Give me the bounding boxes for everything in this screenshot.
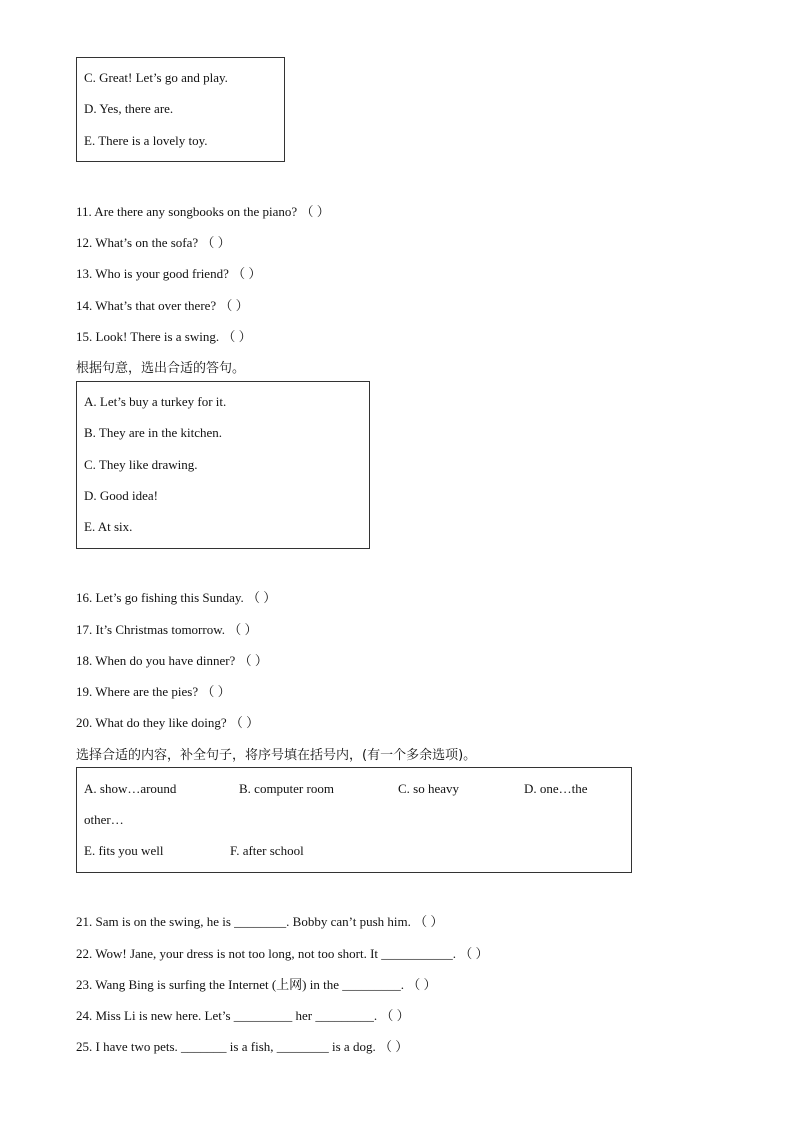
option-e-3: E. fits you well	[84, 843, 164, 858]
option-c-3: C. so heavy	[398, 781, 460, 796]
option-d-3: D. one…the	[524, 781, 588, 796]
option-c-2: C. They like drawing.	[84, 457, 198, 472]
question-23: 23. Wang Bing is surfing the Internet (上网) in the _________. （ ）	[76, 977, 437, 992]
question-20: 20. What do they like doing? （ ）	[76, 715, 260, 730]
question-13: 13. Who is your good friend? （ ）	[76, 266, 262, 281]
option-e-2: E. At six.	[84, 519, 133, 534]
question-11: 11. Are there any songbooks on the piano? （ ）	[76, 204, 330, 219]
question-14: 14. What’s that over there? （ ）	[76, 298, 249, 313]
question-25: 25. I have two pets. _______ is a fish, ________ is a dog. （ ）	[76, 1039, 409, 1054]
option-a-2: A. Let’s buy a turkey for it.	[84, 394, 227, 409]
question-24: 24. Miss Li is new here. Let’s _________ her _________. （ ）	[76, 1008, 410, 1023]
question-15: 15. Look! There is a swing. （ ）	[76, 329, 252, 344]
question-17: 17. It’s Christmas tomorrow. （ ）	[76, 622, 258, 637]
question-18: 18. When do you have dinner? （ ）	[76, 653, 268, 668]
section-2-instruction: 根据句意，选出合适的答句。	[76, 361, 246, 376]
option-b-2: B. They are in the kitchen.	[84, 425, 223, 440]
question-19: 19. Where are the pies? （ ）	[76, 684, 231, 699]
section-3-instruction: 选择合适的内容，补全句子，将序号填在括号内，(有一个多余选项)。	[76, 748, 477, 763]
option-c-1: C. Great! Let’s go and play.	[84, 70, 228, 85]
option-d-3-continued: other…	[84, 812, 124, 827]
option-d-2: D. Good idea!	[84, 488, 159, 503]
question-21: 21. Sam is on the swing, he is ________. Bobby can’t push him. （ ）	[76, 914, 444, 929]
question-22: 22. Wow! Jane, your dress is not too long, not too short. It ___________. （ ）	[76, 946, 489, 961]
option-d-1: D. Yes, there are.	[84, 101, 174, 116]
option-f-3: F. after school	[230, 843, 304, 858]
question-16: 16. Let’s go fishing this Sunday. （ ）	[76, 590, 277, 605]
option-e-1: E. There is a lovely toy.	[84, 133, 208, 148]
option-b-3: B. computer room	[239, 781, 334, 796]
question-12: 12. What’s on the sofa? （ ）	[76, 235, 231, 250]
option-a-3: A. show…around	[84, 781, 177, 796]
